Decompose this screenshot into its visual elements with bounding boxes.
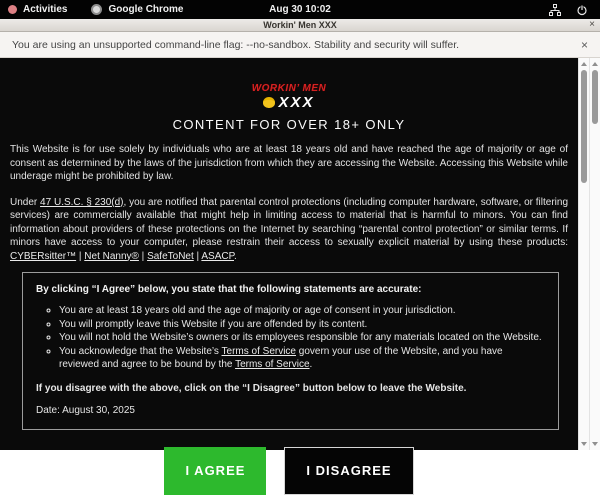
- link-separator: |: [193, 250, 202, 262]
- chrome-taskbar-item[interactable]: [91, 4, 183, 15]
- age-gate-page: [0, 58, 578, 478]
- date-line: Date: August 30, 2025: [36, 404, 135, 416]
- site-logo: [0, 84, 578, 110]
- link-separator: |: [138, 250, 148, 262]
- agreement-box: [22, 272, 559, 430]
- chrome-taskbar-label: Google Chrome: [108, 4, 184, 15]
- logo-xxx-text: XXX: [278, 94, 315, 111]
- b4-text-1: You acknowledge that the Website’s: [59, 345, 222, 357]
- usc-230d-link[interactable]: 47 U.S.C. § 230(d): [40, 196, 124, 208]
- list-item: ◦ You will promptly leave this Website if you are offended by its content.: [59, 318, 545, 332]
- network-icon[interactable]: [549, 4, 561, 16]
- netnanny-link[interactable]: Net Nanny®: [84, 250, 139, 262]
- unsupported-flag-infobar: [0, 32, 600, 58]
- window-title: Workin' Men XXX: [263, 20, 337, 30]
- terms-of-service-link[interactable]: Terms of Service: [221, 345, 296, 357]
- infobar-close-icon[interactable]: ×: [580, 37, 588, 52]
- list-item: [59, 345, 545, 372]
- p2-text-2: , you are notified that parental control protections (including computer hardware, software, or filtering services) are commercially available that might help in limiting access to material that is harmful to minors. You can find information about providers of these protections on the Internet by searching “parental control protection” or similar terms. If minors have access to your computer, please restrain their access to sexually explicit material by using these products:: [10, 196, 569, 248]
- terms-of-service-link[interactable]: Terms of Service: [235, 359, 310, 370]
- hardhat-face-icon: [263, 97, 275, 108]
- activities-button[interactable]: [0, 4, 183, 15]
- agreement-statements-list: [36, 304, 545, 372]
- i-agree-button[interactable]: I AGREE: [164, 447, 266, 495]
- parental-control-paragraph: [10, 196, 568, 264]
- scrollbar-thumb[interactable]: [581, 70, 587, 183]
- p2-text-1: Under: [10, 196, 41, 208]
- clock[interactable]: Aug 30 10:02: [269, 4, 331, 15]
- age-statement-paragraph: [10, 143, 568, 184]
- agreement-box-header: By clicking “I Agree” below, you state that the following statements are accurate:: [36, 284, 422, 295]
- infobar-message: You are using an unsupported command-line flag: --no-sandbox. Stability and security will suffer.: [12, 38, 460, 51]
- age-statement-text: This Website is for use solely by individuals who are at least 18 years old and have reached the age of majority or age of consent as determined by the laws of the jurisdiction from which they are accessing the Website. Accessing this Website while underage might be prohibited by law.: [10, 144, 568, 182]
- recording-dot-icon: [8, 5, 17, 14]
- window-titlebar: [0, 19, 600, 32]
- scroll-up-arrow-icon[interactable]: [581, 62, 587, 66]
- scrollbar-thumb[interactable]: [592, 70, 598, 124]
- scroll-up-arrow-icon[interactable]: [592, 62, 598, 66]
- window-scrollbar[interactable]: [589, 58, 600, 450]
- chrome-icon: [91, 4, 102, 15]
- logo-wordmark: WORKIN’ MEN: [251, 83, 327, 94]
- page-scrollbar[interactable]: [578, 58, 589, 450]
- list-item: ◦ You are at least 18 years old and the age of majority or age of consent in your jurisdiction.: [59, 304, 545, 318]
- cybersitter-link[interactable]: CYBERsitter™: [10, 250, 77, 262]
- window-close-icon[interactable]: ×: [589, 19, 595, 30]
- p2-text-3: .: [234, 250, 237, 262]
- safetonet-link[interactable]: SafeToNet: [147, 250, 194, 262]
- power-icon[interactable]: [576, 4, 588, 16]
- page-title: CONTENT FOR OVER 18+ ONLY: [172, 117, 406, 132]
- consent-buttons: [0, 447, 578, 495]
- scroll-down-arrow-icon[interactable]: [592, 442, 598, 446]
- list-item: ◦ You will not hold the Website’s owners or its employees responsible for any materials located on the Website.: [59, 331, 545, 345]
- i-disagree-button[interactable]: I DISAGREE: [284, 447, 413, 495]
- scroll-down-arrow-icon[interactable]: [581, 442, 587, 446]
- activities-label: Activities: [23, 4, 68, 15]
- disagree-instruction: If you disagree with the above, click on the “I Disagree” button below to leave the Website.: [36, 382, 467, 394]
- link-separator: |: [76, 250, 85, 262]
- b4-text-2: govern your use of the Website, and you have reviewed and agree to be bound by the: [59, 345, 503, 370]
- gnome-top-bar: [0, 0, 600, 19]
- asacp-link[interactable]: ASACP: [201, 250, 234, 262]
- b4-text-3: .: [309, 359, 313, 370]
